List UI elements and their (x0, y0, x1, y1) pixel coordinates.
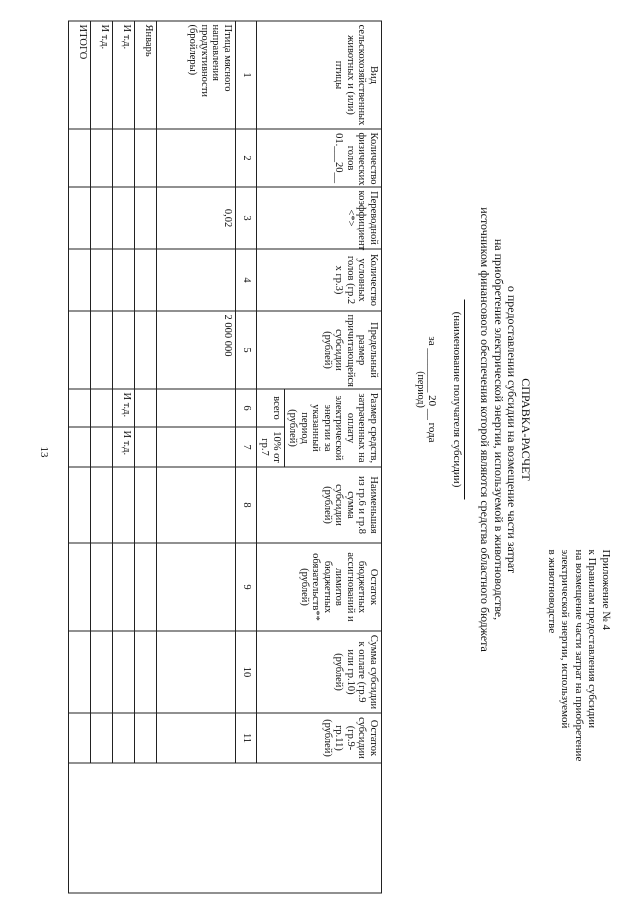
page-number: 13 (38, 446, 50, 458)
header-col7: 10% от гр.7 (257, 427, 285, 467)
table-row-poultry (157, 21, 236, 893)
table-cell (69, 311, 91, 389)
appendix-line: к Правилам предоставления субсидии (586, 549, 599, 729)
period-year-prefix: 20 (426, 395, 438, 407)
header-col4: Количество условных голов (гр.2 х гр.3) (257, 249, 382, 311)
table-cell (135, 389, 157, 427)
header-col67: Размер средств, затраченных на оплату электрической энергии за указанный период (рублей) (285, 389, 382, 467)
column-number: 7 (236, 427, 257, 467)
table-cell (91, 187, 113, 249)
table-cell (91, 543, 113, 631)
row-label: Январь (135, 21, 157, 129)
appendix-line: на возмещение части затрат на приобретение (573, 549, 585, 762)
table-cell (157, 389, 236, 427)
column-number: 3 (236, 187, 257, 249)
table-cell (69, 543, 91, 631)
column-number: 5 (236, 311, 257, 389)
recipient-caption: (наименование получателя субсидии) (451, 300, 465, 500)
table-cell (135, 311, 157, 389)
table-cell (113, 187, 135, 249)
header-col9: Остаток бюджетных ассигнований и лимитов бюджетных обязательств** (рублей) (257, 543, 382, 631)
period-field: за ________ 20 __ года (период) (414, 320, 438, 460)
table-row-january (135, 21, 157, 893)
table-row-etc (113, 21, 135, 893)
table-row-total (69, 21, 91, 893)
column-number: 4 (236, 249, 257, 311)
header-col6: всего (257, 389, 285, 427)
table-cell (157, 129, 236, 187)
etc-cell: И т.д. (113, 427, 135, 467)
title-heading: СПРАВКА-РАСЧЕТ (519, 378, 533, 481)
table-cell (157, 249, 236, 311)
table-cell (91, 467, 113, 543)
table-cell (135, 467, 157, 543)
period-label: за (426, 336, 438, 346)
table-cell (113, 543, 135, 631)
header-col11: Остаток субсидии (гр.9-гр.11) (рублей) (257, 713, 382, 763)
row-label: И т.д. (113, 21, 135, 129)
column-number: 2 (236, 129, 257, 187)
table-cell (113, 467, 135, 543)
period-caption: (период) (415, 371, 426, 408)
row-label: Птица мясного направления продуктивности (бройлеры) (157, 21, 236, 129)
table-cell (135, 129, 157, 187)
row-label: И т.д. (91, 21, 113, 129)
title-line: на приобретение электрической энергии, используемой в животноводстве, (492, 238, 506, 621)
table-cell (135, 187, 157, 249)
column-number: 8 (236, 467, 257, 543)
table-cell (113, 129, 135, 187)
table-cell (91, 427, 113, 467)
column-number: 1 (236, 21, 257, 129)
table-row-etc-2 (91, 21, 113, 893)
appendix-line: в животноводстве (546, 549, 558, 634)
row-label: ИТОГО (69, 21, 91, 129)
table-cell (69, 389, 91, 427)
coefficient-cell: 0,02 (157, 187, 236, 249)
table-cell (69, 187, 91, 249)
document-title (478, 40, 532, 820)
etc-cell: И т.д. (113, 389, 135, 427)
table-cell (113, 713, 135, 763)
table-cell (113, 311, 135, 389)
table-cell (69, 713, 91, 763)
table-cell (91, 311, 113, 389)
table-cell (157, 713, 236, 763)
appendix-note (545, 550, 613, 890)
table-cell (69, 467, 91, 543)
table-cell (91, 389, 113, 427)
appendix-line: Приложение № 4 (600, 549, 612, 631)
column-number: 10 (236, 631, 257, 713)
header-col10: Сумма субсидии к оплате (гр.9 или гр.10) (рублей) (257, 631, 382, 713)
header-col2: Количество физических голов 01.___20__ (257, 129, 382, 187)
column-number-row (236, 21, 257, 893)
column-number: 6 (236, 389, 257, 427)
appendix-line: электрической энергии, используемой (559, 549, 572, 729)
column-number: 11 (236, 713, 257, 763)
calculation-table (68, 21, 382, 894)
table-cell (135, 543, 157, 631)
period-year-suffix: года (426, 422, 438, 443)
table-cell (69, 631, 91, 713)
recipient-field (451, 300, 465, 500)
table-cell (157, 543, 236, 631)
table-cell (69, 129, 91, 187)
table-cell (135, 713, 157, 763)
header-col8: Наименьшая из гр.6 и гр.8 сумма субсидии (рублей) (257, 467, 382, 543)
table-cell (91, 129, 113, 187)
table-cell (157, 631, 236, 713)
limit-cell: 2 000 000 (157, 311, 236, 389)
header-row (285, 21, 382, 893)
header-col1: Вид сельскохозяйственных животных и (или) птицы (257, 21, 382, 129)
table-cell (135, 631, 157, 713)
blank-margin-column (69, 763, 382, 893)
table-cell (113, 631, 135, 713)
table-cell (157, 427, 236, 467)
table-cell (113, 249, 135, 311)
table-cell (91, 713, 113, 763)
header-col5: Предельный размер причитающейся субсидии (рублей) (257, 311, 382, 389)
title-line: о предоставлении субсидии на возмещение части затрат (505, 285, 520, 574)
column-number: 9 (236, 543, 257, 631)
table-cell (91, 249, 113, 311)
table-cell (91, 631, 113, 713)
table-cell (135, 249, 157, 311)
table-cell (135, 427, 157, 467)
title-line: источником финансового обеспечения которой являются средства областного бюджета (478, 207, 493, 652)
table-cell (69, 427, 91, 467)
table-cell (157, 467, 236, 543)
table-cell (69, 249, 91, 311)
header-col3: Переводной коэффициент <*> (257, 187, 382, 249)
